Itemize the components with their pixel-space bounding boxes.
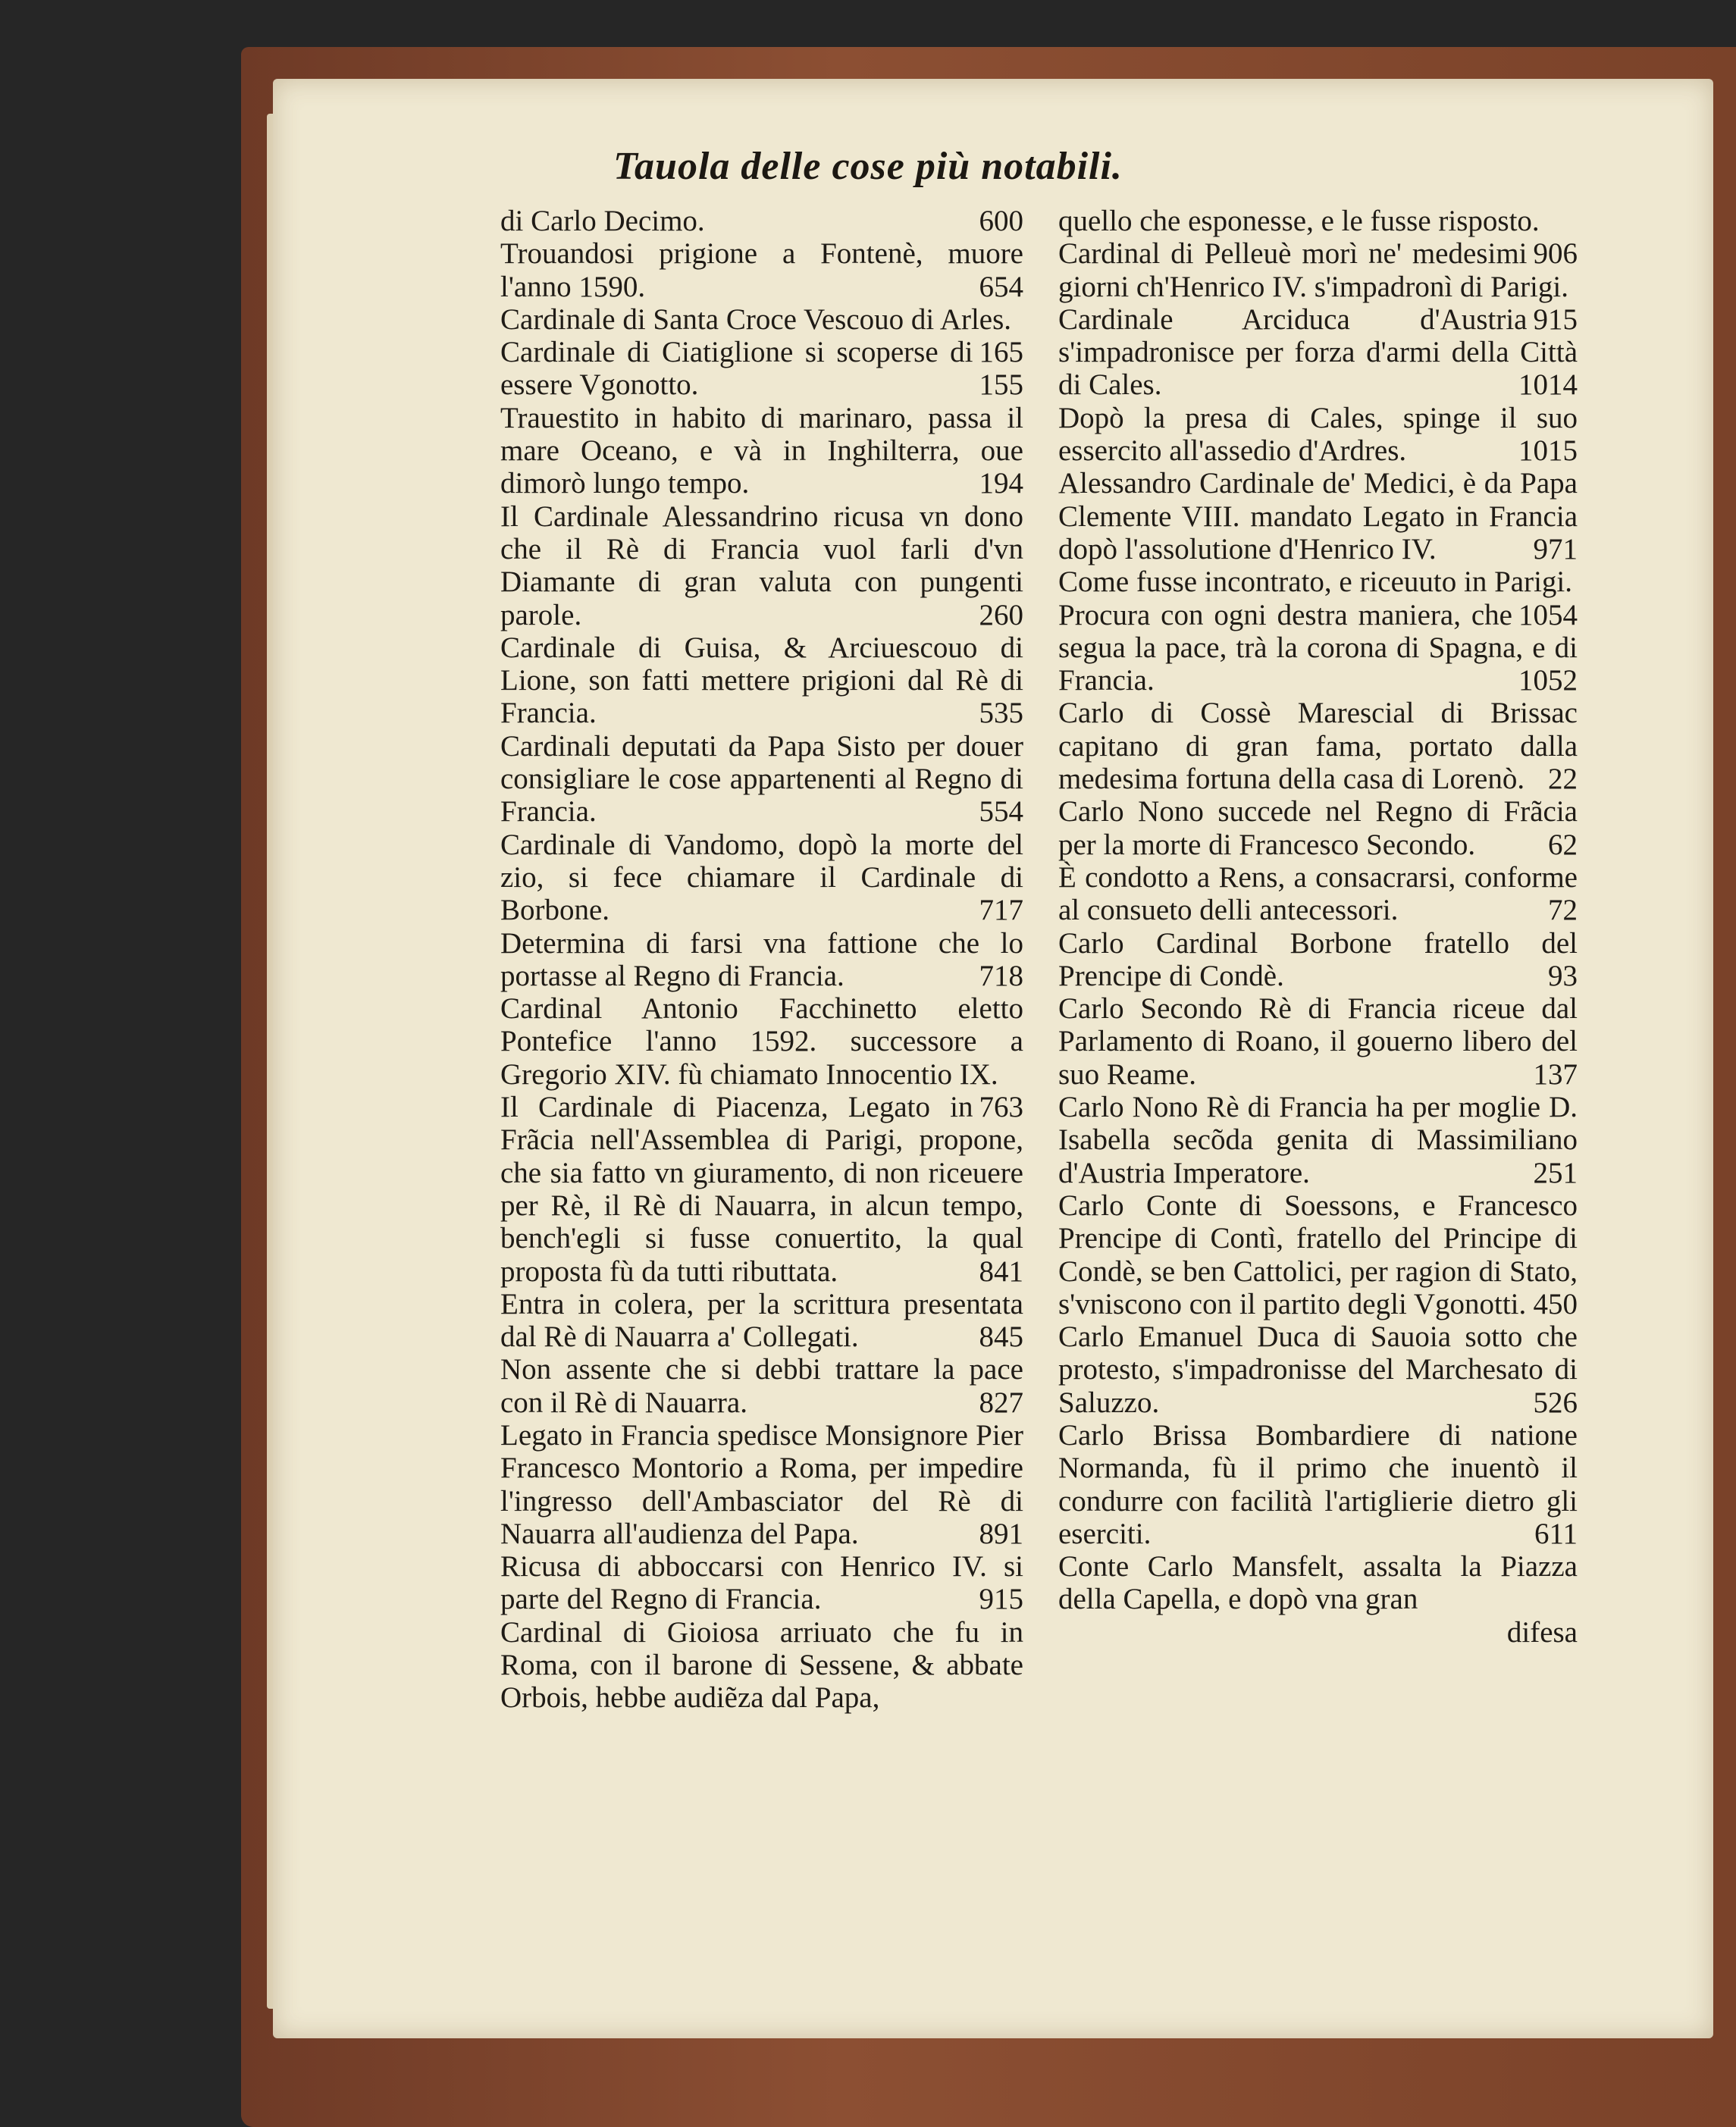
entry-text: Carlo Nono Rè di Francia ha per moglie D. Isabella secõda genita di Massimiliano d'Austria Imperatore. <box>1058 1091 1578 1189</box>
entry-text: quello che esponesse, e le fusse risposto. <box>1058 205 1540 237</box>
entry-page-number: 915 <box>1533 302 1578 336</box>
index-entry <box>1058 1091 1578 1189</box>
index-entry <box>1058 599 1578 697</box>
entry-page-number: 1054 <box>1518 598 1578 631</box>
entry-page-number: 827 <box>979 1386 1023 1419</box>
entry-text: Il Cardinale Alessandrino ricusa vn dono che il Rè di Francia vuol farli d'vn Diamante di gran valuta con pungenti parole. <box>500 500 1023 631</box>
entry-text: Conte Carlo Mansfelt, assalta la Piazza della Capella, e dopò vna gran <box>1058 1550 1578 1616</box>
entry-text: Procura con ogni destra maniera, che segua la pace, trà la corona di Spagna, e di Francia. <box>1058 598 1578 697</box>
index-entry <box>500 927 1023 993</box>
entry-page-number: 155 <box>979 368 1023 402</box>
entry-page-number: 22 <box>1548 763 1578 796</box>
entry-page-number: 62 <box>1548 828 1578 861</box>
entry-page-number: 611 <box>1534 1517 1578 1550</box>
entry-text: Cardinali deputati da Papa Sisto per douer consigliare le cose appartenenti al Regno di Francia. <box>500 729 1023 829</box>
index-entry <box>500 500 1023 631</box>
index-entry <box>1058 565 1578 631</box>
entry-page-number: 1052 <box>1518 664 1578 697</box>
entry-text: Carlo Conte di Soessons, e Francesco Prencipe di Contì, fratello del Principe di Condè, se ben Cattolici, per ragion di Stato, s'vniscono con il partito degli Vgonotti. <box>1058 1189 1578 1320</box>
entry-page-number: 971 <box>1533 532 1578 565</box>
index-entry <box>500 336 1023 402</box>
entry-text: Entra in colera, per la scrittura presentata dal Rè di Nauarra a' Collegati. <box>500 1287 1023 1354</box>
entry-page-number: 600 <box>979 205 1023 237</box>
index-entry <box>500 402 1023 500</box>
index-entry <box>1058 1550 1578 1616</box>
entry-text: Alessandro Cardinale de' Medici, è da Papa Clemente VIII. mandato Legato in Francia dopò l'assolutione d'Henrico IV. <box>1058 467 1578 565</box>
entry-text: Non assente che si debbi trattare la pace con il Rè di Nauarra. <box>500 1353 1023 1419</box>
entry-text: Carlo Nono succede nel Regno di Frãcia per la morte di Francesco Secondo. <box>1058 795 1578 861</box>
entry-page-number: 554 <box>979 795 1023 829</box>
index-entry <box>1058 1320 1578 1419</box>
entry-page-number: 654 <box>979 270 1023 303</box>
entry-text: Il Cardinale di Piacenza, Legato in Frãcia nell'Assemblea di Parigi, propone, che sia fatto vn giuramento, di non riceuere per Rè, il Rè di Nauarra, in alcun tempo, bench'egli si fusse conuertito, la qual proposta fù da tutti ributtata. <box>500 1091 1023 1288</box>
entry-page-number: 915 <box>979 1583 1023 1616</box>
index-entry <box>500 1616 1023 1715</box>
index-entry <box>500 1091 1023 1288</box>
entry-text: Determina di farsi vna fattione che lo portasse al Regno di Francia. <box>500 926 1023 992</box>
index-entry <box>500 829 1023 927</box>
running-header: Tauola delle cose più notabili. <box>613 145 1123 188</box>
index-entry <box>1058 992 1578 1091</box>
entry-page-number: 137 <box>1533 1057 1578 1091</box>
index-entry <box>500 237 1023 303</box>
index-entry <box>500 1419 1023 1550</box>
entry-text: Carlo di Cossè Marescial di Brissac capitano di gran fama, portato dalla medesima fortuna della casa di Lorenò. <box>1058 697 1578 796</box>
index-entry <box>500 730 1023 829</box>
entry-text: Cardinale Arciduca d'Austria s'impadronisce per forza d'armi della Città di Cales. <box>1058 302 1578 402</box>
catchword: difesa <box>1506 1615 1578 1649</box>
entry-text: Ricusa di abboccarsi con Henrico IV. si parte del Regno di Francia. <box>500 1550 1023 1616</box>
index-entry <box>1058 1419 1578 1550</box>
index-entry <box>1058 1189 1578 1320</box>
entry-page-number: 535 <box>979 697 1023 730</box>
entry-text: Carlo Emanuel Duca di Sauoia sotto che protesto, s'impadronisse del Marchesato di Saluzzo. <box>1058 1320 1578 1419</box>
index-entry <box>1058 467 1578 565</box>
entry-page-number: 717 <box>979 894 1023 927</box>
entry-page-number: 194 <box>979 467 1023 500</box>
entry-text: Carlo Brissa Bombardiere di natione Normanda, fù il primo che inuentò il condurre con facilità l'artiglierie dietro gli eserciti. <box>1058 1418 1578 1550</box>
entry-text: Cardinale di Santa Croce Vescouo di Arles. <box>500 302 1012 336</box>
entry-page-number: 1015 <box>1518 434 1578 468</box>
entry-page-number: 718 <box>979 959 1023 992</box>
index-entry <box>1058 402 1578 468</box>
entry-text: Cardinal Antonio Facchinetto eletto Pontefice l'anno 1592. successore a Gregorio XIV. fù chiamato Innocentio IX. <box>500 992 1023 1091</box>
entry-page-number: 763 <box>979 1091 1023 1124</box>
entry-text: Trouandosi prigione a Fontenè, muore l'anno 1590. <box>500 237 1023 303</box>
index-entry <box>1058 303 1578 402</box>
entry-text: Cardinal di Pelleuè morì ne' medesimi giorni ch'Henrico IV. s'impadronì di Parigi. <box>1058 237 1568 303</box>
entry-text: Cardinal di Gioiosa arriuato che fu in Roma, con il barone di Sessene, & abbate Orbois, hebbe audiẽza dal Papa, <box>500 1615 1023 1715</box>
entry-page-number: 72 <box>1548 894 1578 927</box>
right-column <box>1058 205 1578 1649</box>
entry-page-number: 165 <box>979 336 1023 369</box>
index-entry <box>500 992 1023 1124</box>
entry-text: Cardinale di Ciatiglione si scoperse di essere Vgonotto. <box>500 336 973 402</box>
index-entry <box>1058 697 1578 795</box>
entry-page-number: 906 <box>1533 237 1578 271</box>
index-entry <box>500 1550 1023 1616</box>
index-entry <box>1058 927 1578 993</box>
entry-text: Trauestito in habito di marinaro, passa il mare Oceano, e và in Inghilterra, oue dimorò lungo tempo. <box>500 401 1023 500</box>
entry-text: Carlo Cardinal Borbone fratello del Prencipe di Condè. <box>1058 926 1578 992</box>
entry-text: Cardinale di Guisa, & Arciuescouo di Lione, son fatti mettere prigioni dal Rè di Francia. <box>500 631 1023 730</box>
left-column <box>500 205 1023 1715</box>
index-entry <box>500 631 1023 730</box>
entry-page-number: 526 <box>1533 1386 1578 1419</box>
index-entry <box>1058 795 1578 861</box>
entry-page-number: 841 <box>979 1255 1023 1288</box>
index-entry <box>1058 861 1578 927</box>
entry-page-number: 93 <box>1548 959 1578 992</box>
entry-text: Legato in Francia spedisce Monsignore Pier Francesco Montorio a Roma, per impedire l'ingresso dell'Ambasciator del Rè di Nauarra all'audienza del Papa. <box>500 1418 1023 1550</box>
entry-text: Come fusse incontrato, e riceuuto in Parigi. <box>1058 565 1573 599</box>
entry-text: È condotto a Rens, a consacrarsi, conforme al consueto delli antecessori. <box>1058 860 1578 927</box>
entry-page-number: 845 <box>979 1320 1023 1354</box>
index-entry <box>500 1288 1023 1354</box>
entry-page-number: 1014 <box>1518 368 1578 402</box>
index-entry <box>500 1353 1023 1419</box>
entry-page-number: 450 <box>1533 1287 1578 1320</box>
index-entry <box>500 205 1023 237</box>
index-entry <box>1058 237 1578 336</box>
entry-text: di Carlo Decimo. <box>500 205 705 237</box>
entry-page-number: 891 <box>979 1517 1023 1550</box>
entry-page-number: 260 <box>979 598 1023 631</box>
entry-text: Carlo Secondo Rè di Francia riceue dal Parlamento di Roano, il gouerno libero del suo Reame. <box>1058 992 1578 1091</box>
entry-text: Cardinale di Vandomo, dopò la morte del zio, si fece chiamare il Cardinale di Borbone. <box>500 828 1023 927</box>
entry-page-number: 251 <box>1533 1156 1578 1189</box>
entry-text: Dopò la presa di Cales, spinge il suo essercito all'assedio d'Ardres. <box>1058 401 1578 468</box>
